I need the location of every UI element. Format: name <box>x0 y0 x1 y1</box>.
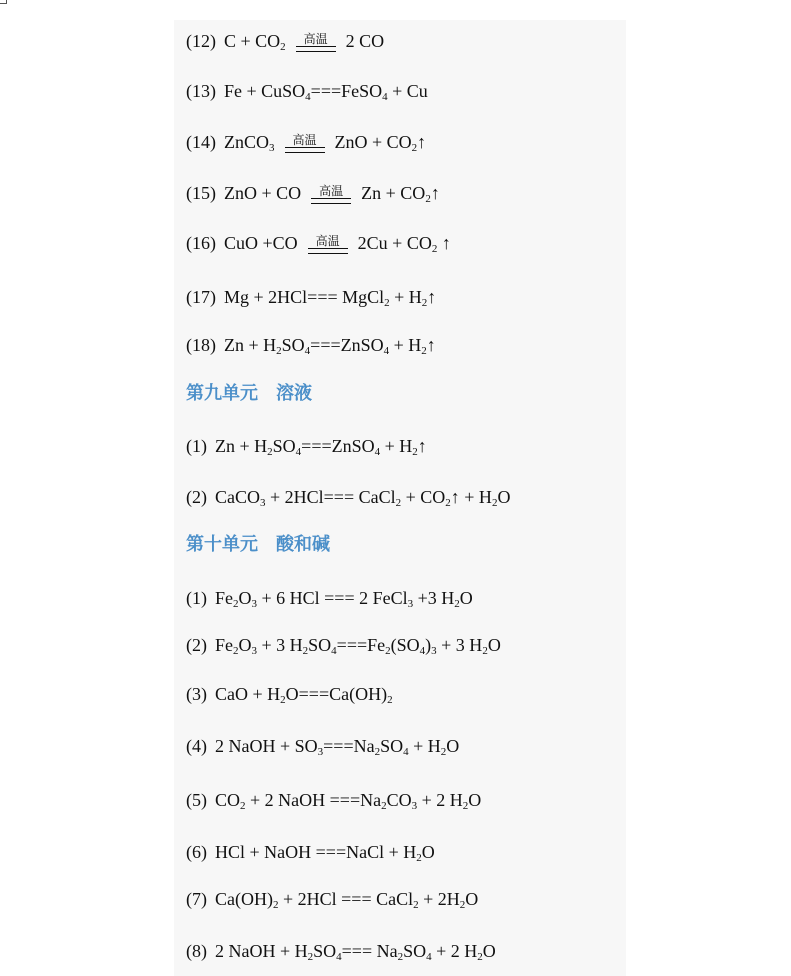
section-10-equation-7 <box>186 888 478 910</box>
equation-number: (18) <box>186 335 216 355</box>
equation-text: $Fe_2O_3 + 6$ HCl === 2 FeCl$_3$ +3 $H_2O$ <box>215 588 473 610</box>
reaction-condition <box>311 185 351 204</box>
condition-label: 高温 <box>319 184 344 198</box>
equation-number: (15) <box>186 183 216 203</box>
equation-14 <box>186 131 426 157</box>
section-10-equation-5 <box>186 789 481 811</box>
equation-reactants: $C + CO_2$ <box>224 31 286 53</box>
equation-text: $CO_2 + 2$ NaOH $===Na_2CO_3 + 2$ $H_2O$ <box>215 790 482 812</box>
section-9-heading: 第九单元 溶液 <box>186 383 312 404</box>
equation-number: (6) <box>186 842 207 862</box>
equation-text: $Ca(OH)_2 + 2HCl$ === CaCl$_2$ + $2H_2O$ <box>215 889 479 911</box>
section-9-equation-2 <box>186 486 510 508</box>
equation-number: (2) <box>186 487 207 507</box>
equation-text: 2 NaOH + $SO_3===Na_2SO_4 + H_2O$ <box>215 736 460 758</box>
equation-text: Fe + CuSO$_4$===FeSO$_4$ + Cu <box>224 81 428 103</box>
equals-bars <box>296 46 336 52</box>
section-10-equation-3 <box>186 683 393 705</box>
equation-number: (3) <box>186 684 207 704</box>
equation-16 <box>186 232 451 258</box>
section-10-equation-6 <box>186 841 435 863</box>
section-10-equation-2 <box>186 634 501 656</box>
section-10-equation-4 <box>186 735 459 757</box>
equation-text: 2 NaOH + $H_2SO_4=== Na_2SO_4 + 2$ $H_2O$ <box>215 941 496 963</box>
equation-products: $2Cu + CO_2$ ↑ <box>357 233 451 255</box>
equation-number: (7) <box>186 889 207 909</box>
equation-number: (14) <box>186 132 216 152</box>
equation-number: (8) <box>186 941 207 961</box>
crop-mark <box>0 0 7 4</box>
equation-products: ZnO + $CO_2↑$ <box>334 132 427 154</box>
equation-text: $Zn + H_2SO_4===ZnSO_4$ + $H_2↑$ <box>224 335 436 357</box>
condition-label: 高温 <box>315 234 340 248</box>
condition-label: 高温 <box>292 133 317 147</box>
equation-text: Mg + 2HCl=== MgCl$_2$ + $H_2↑$ <box>224 287 437 309</box>
equation-number: (12) <box>186 31 216 51</box>
equation-18 <box>186 334 436 356</box>
equation-products: 2 CO <box>345 31 385 51</box>
equation-number: (1) <box>186 436 207 456</box>
equation-number: (16) <box>186 233 216 253</box>
reaction-condition <box>296 33 336 52</box>
reaction-condition <box>285 134 325 153</box>
equation-text: CaO + $H_2O===Ca(OH)_2$ <box>215 684 393 706</box>
equals-bars <box>308 248 348 254</box>
equation-products: $Zn + CO_2↑$ <box>361 183 440 205</box>
equation-15 <box>186 182 440 208</box>
equation-reactants: CuO +CO <box>224 233 298 253</box>
equals-bars <box>311 198 351 204</box>
equation-number: (13) <box>186 81 216 101</box>
equation-text: CaCO$_3$ + 2HCl=== CaCl$_2$ + $CO_2↑ + H_2O$ <box>215 487 511 509</box>
section-10-equation-1 <box>186 587 473 609</box>
equals-bars <box>285 147 325 153</box>
equation-text: HCl + NaOH ===NaCl + $H_2O$ <box>215 842 435 864</box>
equation-number: (1) <box>186 588 207 608</box>
condition-label: 高温 <box>303 32 328 46</box>
equation-reactants: ZnCO$_3$ <box>224 132 275 154</box>
section-10-heading: 第十单元 酸和碱 <box>186 534 330 555</box>
equation-reactants: ZnO + CO <box>224 183 302 203</box>
equation-17 <box>186 286 436 308</box>
equation-12 <box>186 30 384 56</box>
section-9-equation-1 <box>186 435 427 457</box>
section-10-equation-8 <box>186 940 496 962</box>
equation-number: (17) <box>186 287 216 307</box>
equation-number: (2) <box>186 635 207 655</box>
equation-number: (4) <box>186 736 207 756</box>
equation-13 <box>186 80 428 102</box>
reaction-condition <box>308 235 348 254</box>
equation-number: (5) <box>186 790 207 810</box>
equation-text: $Fe_2O_3 + 3$ $H_2SO_4===Fe_2(SO_4)_3 + 3$ $H_2O$ <box>215 635 501 657</box>
equation-text: $Zn + H_2SO_4===ZnSO_4$ + $H_2↑$ <box>215 436 427 458</box>
